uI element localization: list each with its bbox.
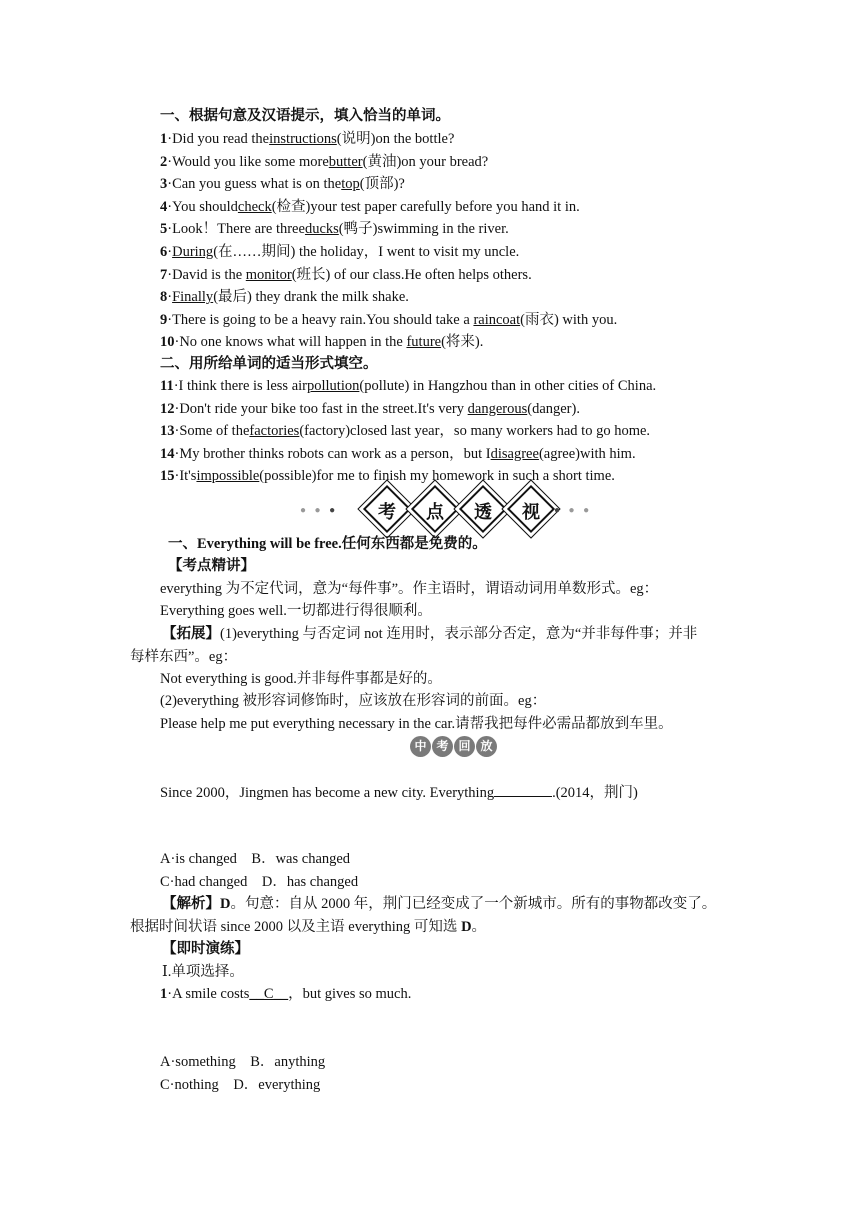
item-text-before: ·Would you like some more: [167, 153, 329, 170]
item-text-before: ·You should: [167, 198, 238, 215]
tuozhan-line-2: 每样东西”。eg：: [130, 649, 238, 665]
badge-char-1: 中: [410, 736, 431, 757]
jiexi-line-1: [162, 895, 716, 913]
practice-q1-number: 1: [160, 986, 168, 1002]
tuozhan-text-1: (1)everything 与否定词 not 连用时，表示部分否定，意为“并非每件事；并非: [220, 626, 698, 642]
item-text-before: ·Can you guess what is on the: [167, 176, 342, 193]
banner-char-2: 点: [426, 502, 444, 523]
exam-option-c: C·had changed: [160, 874, 248, 890]
section1-item-2: [160, 153, 488, 171]
item-text-before: ·Did you read the: [167, 131, 270, 147]
item-text-after: (factory)closed last year，so many workers had to go home.: [299, 423, 651, 440]
section2-item-12: [160, 400, 580, 418]
practice-q1-answer: __C__: [249, 986, 289, 1002]
item-text-after: (雨衣) with you.: [520, 311, 618, 328]
item-text-after: (pollute) in Hangzhou than in other cities of China.: [359, 378, 657, 394]
item-text-before: ·My brother thinks robots can work as a person，but I: [174, 445, 491, 462]
item-answer: During: [172, 244, 214, 260]
item-text-after: (agree)with him.: [538, 445, 636, 462]
section1-title: 一、根据句意及汉语提示，填入恰当的单词。: [160, 108, 450, 124]
item-answer: instructions: [269, 131, 337, 147]
jiexi-text-2: 根据时间状语 since 2000 以及主语 everything 可知选: [130, 919, 462, 935]
badge-char-2: 考: [432, 736, 453, 757]
exam-answer-blank: [494, 783, 552, 797]
item-number: 8: [160, 289, 168, 306]
practice-q1-post: ，but gives so much.: [288, 986, 412, 1002]
item-text-after: (检查)your test paper carefully before you hand it in.: [271, 198, 580, 215]
exam-option-d: D．has changed: [261, 874, 359, 890]
practice-options-ab: [160, 1053, 325, 1071]
tuozhan-line-1: [162, 625, 697, 643]
section1-item-1: [160, 130, 454, 148]
item-answer: top: [341, 176, 360, 193]
rule-2: (2)everything 被形容词修饰时，应该放在形容词的前面。eg：: [160, 693, 547, 709]
example-2: Not everything is good.并非每件事都是好的。: [160, 671, 442, 687]
jingjiang-label: 【考点精讲】: [168, 558, 255, 574]
badge-char-3: 回: [454, 736, 475, 757]
exam-question-post: .(2014，荆门): [552, 785, 638, 801]
jiexi-label: 【解析】: [162, 896, 220, 912]
exam-option-a: A·is changed: [160, 851, 237, 867]
item-answer: monitor: [245, 266, 292, 283]
practice-option-d: D．everything: [233, 1077, 321, 1093]
kaodian-banner: [300, 488, 600, 530]
item-text-after: (danger).: [527, 400, 580, 417]
item-answer: raincoat: [473, 311, 521, 328]
exam-options-ab: [160, 850, 350, 868]
point1-title: 一、Everything will be free.任何东西都是免费的。: [168, 536, 487, 552]
exam-option-b: B．was changed: [251, 851, 351, 867]
item-text-before: ·: [167, 289, 173, 306]
item-text-after: (将来).: [441, 334, 484, 351]
banner-dots-right: ● ● ●: [554, 505, 593, 516]
item-answer: pollution: [307, 378, 360, 394]
item-number: 14: [160, 445, 175, 462]
jiexi-text-1: 。句意：自从 2000 年，荆门已经变成了一个新城市。所有的事物都改变了。: [230, 896, 717, 912]
practice-option-c: C·nothing: [160, 1077, 219, 1093]
exam-question-pre: Since 2000，Jingmen has become a new city. Everything: [160, 785, 495, 801]
item-number: 1: [160, 131, 168, 147]
item-number: 7: [160, 266, 168, 283]
item-text-after: (possible)for me to finish my homework in such a short time.: [259, 468, 615, 485]
item-answer: future: [406, 334, 442, 351]
section2-item-14: [160, 445, 636, 463]
section2-item-15: [160, 467, 615, 485]
practice-q1-pre: ·A smile costs: [167, 986, 250, 1002]
exam-question: [160, 783, 638, 802]
banner-char-3: 透: [474, 502, 492, 523]
section1-item-6: [160, 243, 519, 261]
jingjiang-text: everything 为不定代词，意为“每件事”。作主语时，谓语动词用单数形式。eg：: [160, 581, 659, 597]
item-text-after: (顶部)?: [359, 176, 405, 193]
zhongkao-badge: [410, 736, 497, 758]
section2-item-13: [160, 422, 650, 440]
item-number: 4: [160, 198, 168, 215]
item-number: 11: [160, 378, 174, 394]
section1-item-9: [160, 311, 617, 329]
tuozhan-label: 【拓展】: [162, 626, 220, 642]
item-text-before: ·There is going to be a heavy rain.You should take a: [167, 311, 474, 328]
banner-char-4: 视: [522, 502, 540, 523]
practice-label: 【即时演练】: [162, 941, 249, 957]
jiexi-line-2: [130, 918, 486, 936]
item-number: 5: [160, 221, 168, 238]
item-answer: disagree: [490, 445, 539, 462]
item-answer: Finally: [172, 289, 214, 306]
badge-char-4: 放: [476, 736, 497, 757]
item-text-after: (班长) of our class.He often helps others.: [291, 266, 532, 283]
item-text-before: ·Look！There are three: [167, 221, 305, 238]
item-answer: impossible: [196, 468, 260, 485]
item-number: 9: [160, 311, 168, 328]
item-text-after: (黄油)on your bread?: [362, 153, 489, 170]
item-answer: ducks: [304, 221, 339, 238]
item-number: 6: [160, 244, 168, 260]
item-answer: butter: [328, 153, 363, 170]
practice-option-b: B．anything: [250, 1054, 326, 1070]
item-number: 12: [160, 400, 175, 417]
item-number: 2: [160, 153, 168, 170]
section1-item-8: [160, 288, 409, 306]
item-text-before: ·Some of the: [174, 423, 250, 440]
section2-title: 二、用所给单词的适当形式填空。: [160, 356, 378, 372]
item-answer: dangerous: [467, 400, 528, 417]
section1-item-4: [160, 198, 580, 216]
item-text-before: ·I think there is less air: [173, 378, 307, 394]
item-text-before: ·Don't ride your bike too fast in the street.It's very: [174, 400, 468, 417]
item-text-before: ·David is the: [167, 266, 246, 283]
item-number: 3: [160, 176, 168, 193]
item-text-after: (说明)on the bottle?: [336, 131, 455, 147]
exam-options-cd: [160, 873, 358, 891]
practice-options-cd: [160, 1076, 320, 1094]
example-1: Everything goes well.一切都进行得很顺利。: [160, 603, 432, 619]
item-text-after: (鸭子)swimming in the river.: [338, 221, 509, 238]
item-answer: check: [237, 198, 272, 215]
banner-dots-left: ● ● ●: [300, 505, 339, 516]
section1-item-5: [160, 220, 509, 238]
practice-subtitle: Ⅰ.单项选择。: [162, 964, 244, 980]
jiexi-answer: D: [220, 896, 231, 912]
item-answer: factories: [249, 423, 300, 440]
item-text-before: ·It's: [174, 468, 197, 485]
section1-item-10: [160, 333, 483, 351]
practice-question-1: [160, 985, 411, 1003]
section1-item-3: [160, 175, 405, 193]
example-3: Please help me put everything necessary in the car.请帮我把每件必需品都放到车里。: [160, 716, 673, 732]
item-text-after: (最后) they drank the milk shake.: [213, 289, 409, 306]
section1-item-7: [160, 266, 532, 284]
item-text-before: ·: [167, 244, 173, 260]
section2-item-11: [160, 377, 656, 395]
item-text-before: ·No one knows what will happen in the: [174, 334, 407, 351]
item-number: 15: [160, 468, 175, 485]
item-number: 10: [160, 334, 175, 351]
item-number: 13: [160, 423, 175, 440]
practice-option-a: A·something: [160, 1054, 236, 1070]
jiexi-answer-2: D: [461, 919, 472, 935]
item-text-after: (在……期间) the holiday，I went to visit my uncle.: [213, 244, 520, 260]
banner-char-1: 考: [378, 502, 396, 523]
jiexi-text-2-end: 。: [471, 919, 487, 935]
